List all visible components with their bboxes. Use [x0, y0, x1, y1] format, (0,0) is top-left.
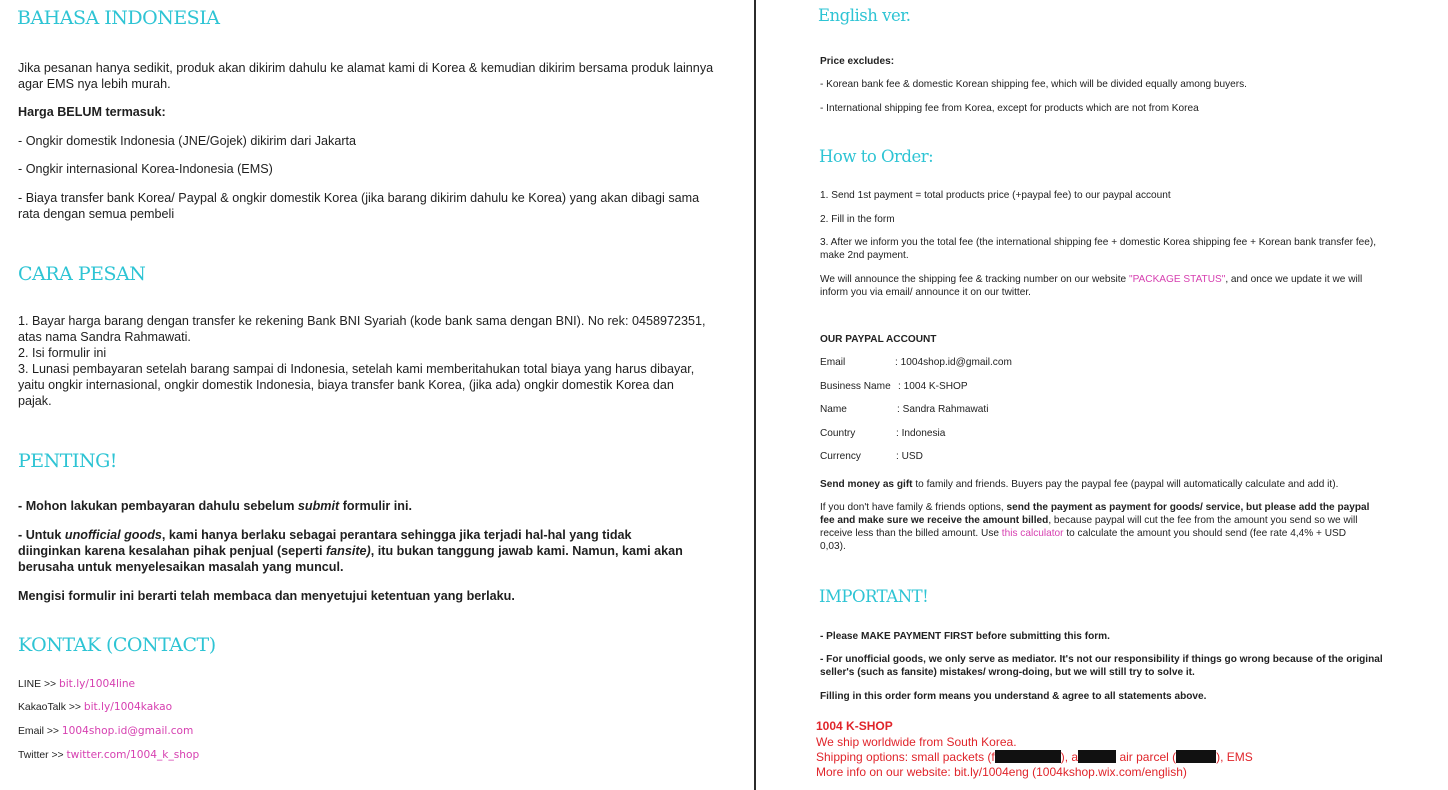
price-item: - Ongkir domestik Indonesia (JNE/Gojek) dikirim dari Jakarta: [18, 134, 357, 148]
agreement-text: Mengisi formulir ini berarti telah membaca dan menyetujui ketentuan yang berlaku.: [18, 589, 515, 603]
order-line: atas nama Sandra Rahmawati.: [18, 330, 191, 344]
goods-text: If you don't have family & friends options, send the payment as payment for goods/ service, but please add the paypal: [820, 502, 1370, 513]
shop-line: More info on our website: bit.ly/1004eng (1004kshop.wix.com/english): [816, 765, 1187, 779]
shop-line: We ship worldwide from South Korea.: [816, 735, 1017, 749]
announce-text: inform you via email/ announce it on our twitter.: [820, 287, 1031, 298]
paypal-row-value: : Indonesia: [896, 428, 946, 439]
contact-line: Email >> 1004shop.id@gmail.com: [18, 725, 194, 737]
order-line: pajak.: [18, 394, 52, 408]
goods-text: fee and make sure we receive the amount billed, because paypal will cut the fee from the amount you send so we will: [820, 515, 1358, 526]
intro-text: agar EMS nya lebih murah.: [18, 77, 171, 91]
contact-line: KakaoTalk >> bit.ly/1004kakao: [18, 701, 173, 713]
english-section: [756, 0, 1448, 790]
paypal-row-label: Country: [820, 428, 856, 439]
important-item: seller's (such as fansite) mistakes/ wrong-doing, but we will still try to solve it.: [820, 667, 1195, 678]
contact-line: LINE >> bit.ly/1004line: [18, 678, 136, 690]
order-line: yaitu ongkir internasional, ongkir domestik Indonesia, biaya transfer bank Korea, (jika ada) ongkir domestik Korea dan: [18, 378, 674, 392]
paypal-row-value: : 1004 K-SHOP: [898, 381, 968, 392]
price-heading: Harga BELUM termasuk:: [18, 105, 166, 119]
order-line: make 2nd payment.: [820, 250, 909, 261]
price-item: rata dengan semua pembeli: [18, 207, 175, 221]
paypal-row-label: Name: [820, 404, 847, 415]
price-item: - Korean bank fee & domestic Korean shipping fee, which will be divided equally among buyers.: [820, 79, 1247, 90]
order-title: How to Order:: [819, 147, 934, 166]
order-line: 3. Lunasi pembayaran setelah barang sampai di Indonesia, setelah kami memberitahukan total biaya yang harus dibayar,: [18, 362, 695, 376]
paypal-row-value: : 1004shop.id@gmail.com: [895, 357, 1012, 368]
paypal-row-label: Business Name: [820, 381, 891, 392]
shop-name: 1004 K-SHOP: [816, 719, 893, 733]
important-item: - Please MAKE PAYMENT FIRST before submitting this form.: [820, 631, 1110, 642]
order-line: 1. Bayar harga barang dengan transfer ke rekening Bank BNI Syariah (kode bank sama dengan BNI). No rek: 0458972351,: [18, 314, 706, 328]
contact-title: KONTAK (CONTACT): [18, 634, 216, 656]
intro-text: Jika pesanan hanya sedikit, produk akan dikirim dahulu ke alamat kami di Korea & kemudian dikirim bersama produk lainnya: [18, 61, 714, 75]
gift-text: Send money as gift to family and friends. Buyers pay the paypal fee (paypal will automatically calculate and add it).: [820, 479, 1339, 490]
order-line: 3. After we inform you the total fee (the international shipping fee + domestic Korea shipping fee + Korean bank transfer fee),: [820, 237, 1377, 248]
price-item: - Biaya transfer bank Korea/ Paypal & ongkir domestik Korea (jika barang dikirim dahulu ke Korea) yang akan dibagi sama: [18, 191, 700, 205]
goods-text: receive less than the billed amount. Use this calculator to calculate the amount you should send (fee rate 4,4% + USD: [820, 528, 1347, 539]
line-link[interactable]: bit.ly/1004line: [59, 678, 136, 690]
redaction-block: [1078, 750, 1116, 763]
section-title-indonesian: BAHASA INDONESIA: [17, 7, 220, 29]
twitter-link[interactable]: twitter.com/1004_k_shop: [66, 749, 200, 761]
email-link[interactable]: 1004shop.id@gmail.com: [61, 725, 194, 737]
shop-line: Shipping options: small packets (f ), a air parcel ( ), EMS: [816, 750, 1253, 764]
important-item: - For unofficial goods, we only serve as mediator. It's not our responsibility if things go wrong because of the original: [820, 654, 1383, 665]
price-item: - Ongkir internasional Korea-Indonesia (EMS): [18, 162, 273, 176]
kakaotalk-link[interactable]: bit.ly/1004kakao: [83, 701, 173, 713]
paypal-title: OUR PAYPAL ACCOUNT: [820, 334, 937, 345]
important-title: PENTING!: [18, 450, 117, 472]
important-item: diinginkan karena kesalahan pihak penjual (seperti fansite), itu bukan tanggung jawab kami. Namun, kami akan: [18, 544, 683, 558]
important-title: IMPORTANT!: [819, 587, 929, 606]
section-title-english: English ver.: [818, 6, 911, 25]
calculator-link[interactable]: this calculator: [1001, 528, 1064, 539]
order-line: 2. Isi formulir ini: [18, 346, 107, 360]
redaction-block: [995, 750, 1061, 763]
agreement-text: Filling in this order form means you understand & agree to all statements above.: [820, 691, 1207, 702]
goods-text: 0,03).: [820, 541, 846, 552]
announce-text: We will announce the shipping fee & tracking number on our website "PACKAGE STATUS", and once we update it we will: [820, 274, 1363, 285]
paypal-row-label: Currency: [820, 451, 861, 462]
package-status-link[interactable]: "PACKAGE STATUS": [1128, 274, 1226, 285]
important-item: berusaha untuk menyelesaikan masalah yang muncul.: [18, 560, 344, 574]
order-line: 1. Send 1st payment = total products price (+paypal fee) to our paypal account: [820, 190, 1171, 201]
redaction-block: [1176, 750, 1216, 763]
order-line: 2. Fill in the form: [820, 214, 895, 225]
contact-line: Twitter >> twitter.com/1004_k_shop: [18, 749, 200, 761]
paypal-row-value: : Sandra Rahmawati: [897, 404, 989, 415]
paypal-row-value: : USD: [896, 451, 923, 462]
important-item: - Untuk unofficial goods, kami hanya berlaku sebagai perantara sehingga jika terjadi hal-hal yang tidak: [18, 528, 632, 542]
order-title: CARA PESAN: [18, 263, 146, 285]
paypal-row-label: Email: [820, 357, 846, 368]
important-item: - Mohon lakukan pembayaran dahulu sebelum submit formulir ini.: [18, 499, 412, 513]
price-item: - International shipping fee from Korea, except for products which are not from Korea: [820, 103, 1199, 114]
price-heading: Price excludes:: [820, 56, 895, 67]
